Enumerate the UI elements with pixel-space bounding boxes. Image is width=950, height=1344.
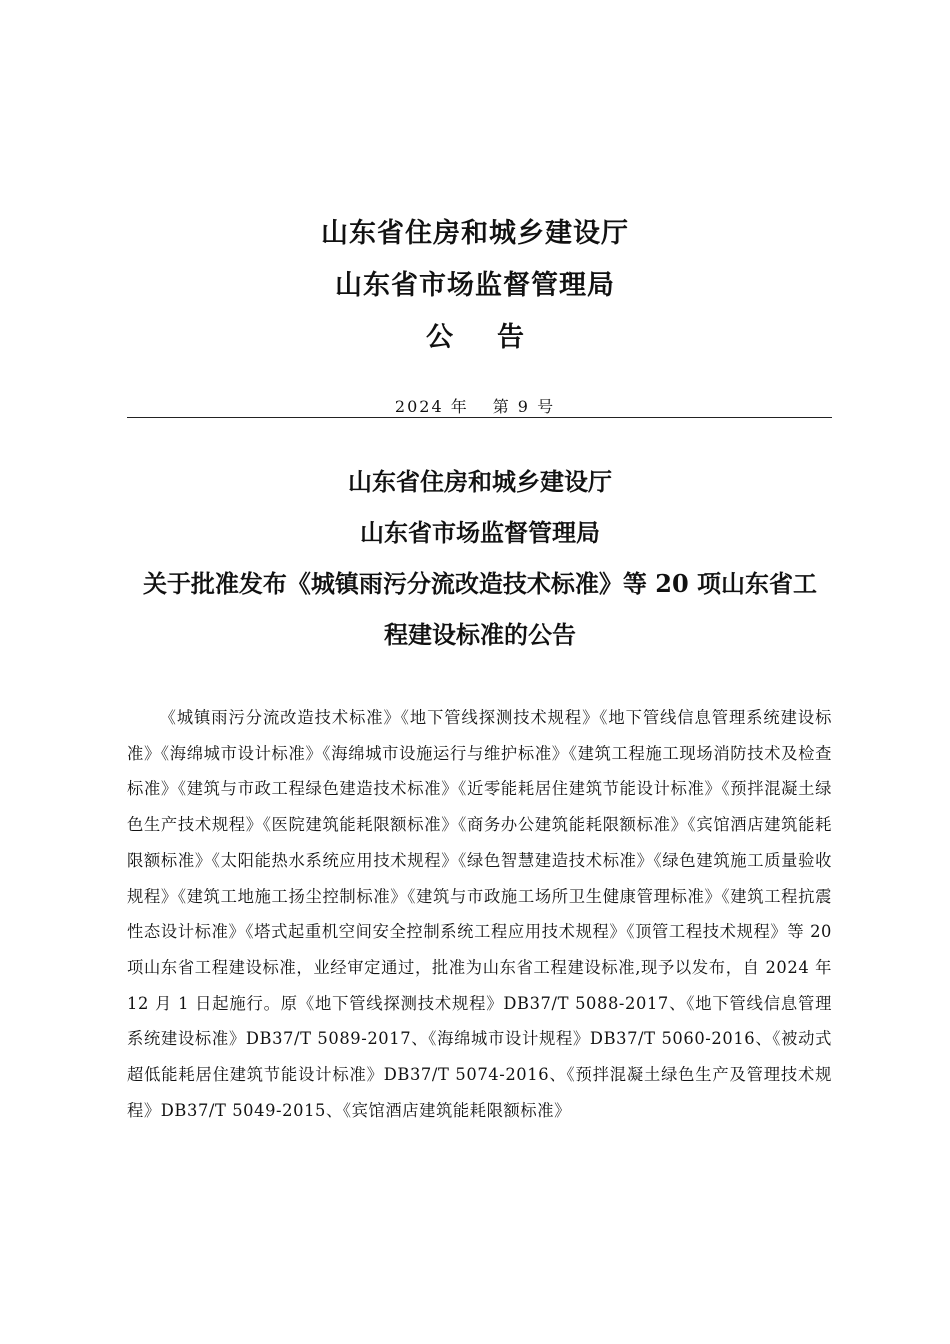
issuer-market-supervision-bureau: 山东省市场监督管理局	[335, 270, 615, 301]
announcement-title	[125, 456, 835, 660]
issuer-housing-department: 山东省住房和城乡建设厅	[321, 218, 629, 249]
title-line-4: 程建设标准的公告	[384, 620, 576, 649]
document-number	[0, 394, 950, 417]
notice-heading: 公告	[426, 322, 568, 353]
title-line-1: 山东省住房和城乡建设厅	[348, 467, 612, 496]
title-line-3: 关于批准发布《城镇雨污分流改造技术标准》等 20 项山东省工	[142, 569, 818, 598]
document-serial-number: 第 9 号	[492, 397, 556, 416]
document-header	[0, 208, 950, 364]
title-line-2: 山东省市场监督管理局	[360, 518, 600, 547]
header-divider	[127, 417, 832, 418]
announcement-body: 《城镇雨污分流改造技术标准》《地下管线探测技术规程》《地下管线信息管理系统建设标准》《海绵城市设计标准》《海绵城市设施运行与维护标准》《建筑工程施工现场消防技术及检查标准》《建筑与市政工程绿色建造技术标准》《近零能耗居住建筑节能设计标准》《预拌混凝土绿色生产技术规程》《医院建筑能耗限额标准》《商务办公建筑能耗限额标准》《宾馆酒店建筑能耗限额标准》《太阳能热水系统应用技术规程》《绿色智慧建造技术标准》《绿色建筑施工质量验收规程》《建筑工地施工扬尘控制标准》《建筑与市政施工场所卫生健康管理标准》《建筑工程抗震性态设计标准》《塔式起重机空间安全控制系统工程应用技术规程》《顶管工程技术规程》等 20 项山东省工程建设标准，业经审定通过，批准为山东省工程建设标准,现予以发布，自 2024 年 12 月 1 日起施行。原《地下管线探测技术规程》DB37/T 5088-2017、《地下管线信息管理系统建设标准》DB37/T 5089-2017、《海绵城市设计规程》DB37/T 5060-2016、《被动式超低能耗居住建筑节能设计标准》DB37/T 5074-2016、《预拌混凝土绿色生产及管理技术规程》DB37/T 5049-2015、《宾馆酒店建筑能耗限额标准》	[127, 708, 832, 1120]
document-year: 2024 年	[394, 397, 469, 416]
